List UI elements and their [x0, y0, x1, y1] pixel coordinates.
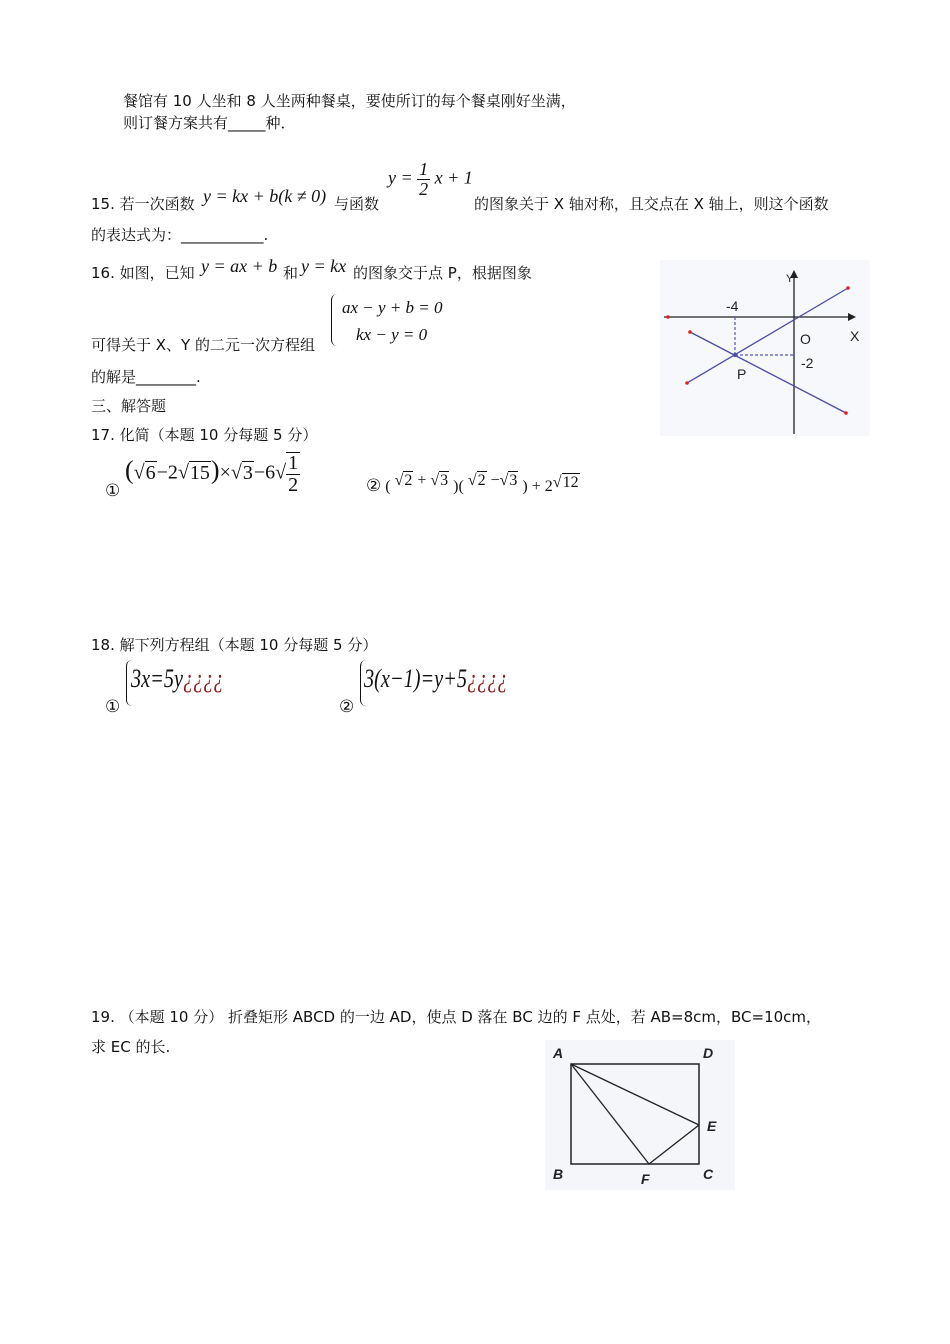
q15-f1-main: y = kx + b [203, 186, 279, 206]
q19-line-1: 19. （本题 10 分） 折叠矩形 ABCD 的一边 AD，使点 D 落在 BC 边的 F 点处，若 AB=8cm，BC=10cm， [91, 1008, 822, 1026]
q16-function-1: y = ax + b [201, 256, 278, 276]
q15-line-2: 的表达式为：___________. [91, 226, 269, 244]
q18-p1-garble: ¿¿¿¿ [182, 664, 224, 693]
q15-function-1 [203, 186, 326, 207]
q15-f2-den: 2 [419, 178, 429, 199]
q18-p1-eq: 3x=5y [131, 664, 183, 693]
q17-p2-open1: ( [385, 478, 391, 495]
q17-p2-r2b: 2 [477, 472, 486, 489]
label-origin: O [800, 331, 811, 347]
q16-line-2: 可得关于 X、Y 的二元一次方程组 [91, 336, 315, 354]
q16-system-brace [331, 294, 338, 346]
label-a: A [553, 1045, 564, 1061]
q17-p2-r3b: 3 [509, 472, 518, 489]
q16-equation-1: ax − y + b = 0 [342, 298, 443, 317]
label-d: D [703, 1045, 714, 1061]
endpoint-dot [685, 381, 689, 385]
q18-p2-eq: 3(x−1)=y+5 [364, 664, 467, 693]
q17-part2-marker: ② [366, 476, 382, 495]
q16-suffix: 的图象交于点 P，根据图象 [353, 264, 532, 282]
endpoint-dot [666, 315, 670, 319]
q17-title: 17. 化简（本题 10 分每题 5 分） [91, 426, 318, 444]
q17-p1-num: 1 [288, 452, 299, 474]
q15-prefix: 15. 若一次函数 [91, 195, 195, 213]
q19-line-2: 求 EC 的长. [91, 1038, 171, 1056]
q15-f2-lhs: y = [388, 167, 413, 188]
intro-line-2: 则订餐方案共有_____种． [123, 114, 296, 132]
q15-mid: 与函数 [334, 195, 380, 213]
q18-p2-garble: ¿¿¿¿ [466, 664, 508, 693]
q16-graph [660, 260, 870, 436]
q17-p1-open: ( [125, 455, 134, 485]
q17-p1-den: 2 [288, 474, 299, 496]
label-neg4: -4 [726, 298, 739, 314]
q17-p2-r3a: 3 [440, 472, 449, 489]
q19-figure [545, 1040, 735, 1190]
q15-function-2 [388, 160, 473, 199]
q16-and: 和 [283, 264, 299, 282]
q17-p1-close: ) [210, 455, 220, 485]
q17-part1-marker: ① [105, 481, 121, 501]
q17-p1-fraction [286, 452, 300, 496]
endpoint-dot [846, 286, 850, 290]
q17-p2-plus: + [417, 472, 427, 489]
q17-p1-r3: 3 [242, 461, 253, 484]
q17-part2-expression: ② ( √2 + √3 )( √2 −√3 ) + 2√12 [366, 472, 579, 495]
q17-p2-close: ) [522, 478, 528, 495]
intro-line-1: 餐馆有 10 人坐和 8 人坐两种餐桌，要使所订的每个餐桌刚好坐满， [123, 92, 576, 110]
point-p [733, 353, 737, 357]
label-neg2: -2 [801, 355, 814, 371]
label-y: Y [786, 273, 794, 285]
q17-p2-minus: − [490, 472, 500, 489]
q17-p2-mid: )( [453, 478, 464, 495]
q17-part1-expression: (√6−2√15)×√3−6√ $\frac{1}{2}$ [125, 452, 299, 496]
q16-function-2: y = kx [301, 256, 347, 276]
q18-part1-marker: ① [105, 697, 121, 717]
section-3-title: 三、解答题 [91, 397, 167, 415]
label-c: C [703, 1166, 714, 1182]
q17-p1-times: × [219, 461, 231, 484]
q16-prefix: 16. 如图，已知 [91, 264, 195, 282]
q15-suffix: 的图象关于 X 轴对称，且交点在 X 轴上，则这个函数 [474, 195, 829, 213]
endpoint-dot [844, 411, 848, 415]
q18-part2-equation [364, 664, 508, 694]
q18-part1-equation [131, 664, 224, 694]
q18-part2-marker: ② [339, 697, 355, 717]
q17-p2-r12: 12 [562, 474, 579, 491]
q17-p2-plus2: + 2 [531, 478, 553, 495]
q15-f2-fraction [417, 160, 430, 199]
q17-p1-minus6: −6 [253, 461, 276, 484]
q17-p1-minus2: −2 [156, 461, 178, 484]
q16-equation-2: kx − y = 0 [356, 325, 428, 344]
endpoint-dot [688, 330, 692, 334]
q18-title: 18. 解下列方程组（本题 10 分每题 5 分） [91, 636, 378, 654]
q15-f2-rhs: x + 1 [434, 167, 473, 188]
label-e: E [707, 1118, 717, 1134]
q16-line-3: 的解是________. [91, 368, 201, 386]
q17-p1-r6: 6 [145, 461, 156, 484]
label-x: X [850, 328, 860, 344]
label-f: F [641, 1171, 650, 1187]
label-p: P [737, 366, 747, 382]
q17-p2-r2a: 2 [404, 472, 413, 489]
q15-f2-num: 1 [419, 159, 429, 179]
q17-p1-r15: 15 [189, 461, 210, 484]
label-b: B [553, 1166, 564, 1182]
q15-f1-cond: (k ≠ 0) [278, 186, 327, 206]
